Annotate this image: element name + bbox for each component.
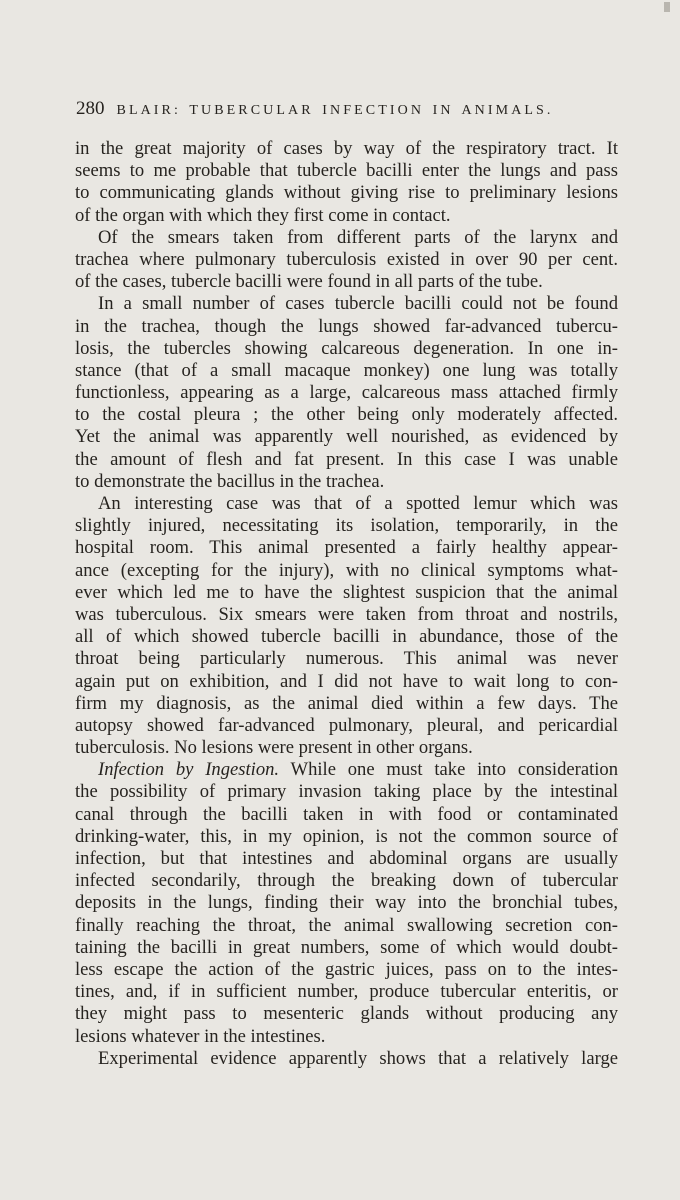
- text-line: the possibility of primary invasion taking place by the intestinal: [75, 781, 618, 803]
- text-line: finally reaching the throat, the animal swallowing secretion con-: [75, 914, 618, 936]
- text-line: tines, and, if in sufficient number, produce tubercular enteritis, or: [75, 981, 618, 1003]
- text-line: of the cases, tubercle bacilli were found in all parts of the tube.: [75, 271, 543, 293]
- text-line: seems to me probable that tubercle bacilli enter the lungs and pass: [75, 160, 618, 182]
- text-line: infection, but that intestines and abdominal organs are usually: [75, 848, 618, 869]
- text-line: ance (excepting for the injury), with no clinical symptoms what-: [75, 559, 618, 581]
- text-line: was tuberculous. Six smears were taken from throat and nostrils,: [75, 603, 618, 625]
- text-line: firm my diagnosis, as the animal died within a few days. The: [75, 692, 618, 714]
- text-line: all of which showed tubercle bacilli in abundance, those of the: [75, 626, 618, 648]
- text-line: Of the smears taken from different parts of the larynx and: [98, 226, 618, 248]
- text-line: Yet the animal was apparently well nourished, as evidenced by: [75, 426, 618, 448]
- running-head: [76, 98, 606, 124]
- text-line: to communicating glands without giving rise to preliminary lesions: [75, 182, 618, 204]
- text-line: the amount of flesh and fat present. In this case I was unable: [75, 448, 618, 470]
- text-line: canal through the bacilli taken in with food or contaminated: [75, 803, 618, 825]
- text-line: losis, the tubercles showing calcareous degeneration. In one in-: [75, 337, 618, 359]
- text-line: functionless, appearing as a large, calcareous mass attached firmly: [75, 382, 618, 404]
- text-line: they might pass to mesenteric glands without producing any: [75, 1003, 618, 1025]
- page-number: 280: [76, 98, 105, 119]
- text-line: of the organ with which they first come in contact.: [75, 204, 451, 226]
- text-line: in the great majority of cases by way of the respiratory tract. It: [75, 138, 618, 159]
- body-text: [75, 138, 618, 1070]
- text-line: taining the bacilli in great numbers, some of which would doubt-: [75, 936, 618, 958]
- section-heading-italic: Infection by Ingestion.: [98, 759, 280, 781]
- text-line: tuberculosis. No lesions were present in other organs.: [75, 737, 473, 759]
- text-line: infected secondarily, through the breaking down of tubercular: [75, 870, 618, 892]
- text-line: lesions whatever in the intestines.: [75, 1025, 326, 1047]
- text-line: An interesting case was that of a spotted lemur which was: [98, 493, 618, 514]
- text-line: hospital room. This animal presented a fairly healthy appear-: [75, 537, 618, 559]
- text-line-with-section-heading: [75, 759, 618, 781]
- text-line: less escape the action of the gastric juices, pass on to the intes-: [75, 958, 618, 980]
- text-line: deposits in the lungs, finding their way into the bronchial tubes,: [75, 892, 618, 914]
- text-line: stance (that of a small macaque monkey) one lung was totally: [75, 359, 618, 381]
- text-line: in the trachea, though the lungs showed far-advanced tubercu-: [75, 315, 618, 337]
- text-line: slightly injured, necessitating its isolation, temporarily, in the: [75, 515, 618, 537]
- text-line: Experimental evidence apparently shows that a relatively large: [98, 1047, 618, 1069]
- text-line: to the costal pleura ; the other being only moderately affected.: [75, 404, 618, 426]
- text-line: throat being particularly numerous. This animal was never: [75, 648, 618, 670]
- section-heading-continuation: While one must take into consideration: [279, 759, 619, 781]
- text-line: autopsy showed far-advanced pulmonary, pleural, and pericardial: [75, 714, 618, 736]
- text-line: drinking-water, this, in my opinion, is not the common source of: [75, 825, 618, 847]
- text-line: trachea where pulmonary tuberculosis existed in over 90 per cent.: [75, 248, 618, 270]
- text-line: to demonstrate the bacillus in the trachea.: [75, 470, 385, 492]
- text-line: again put on exhibition, and I did not have to wait long to con-: [75, 670, 618, 692]
- text-line: ever which led me to have the slightest suspicion that the animal: [75, 581, 618, 603]
- corner-mark: [664, 2, 670, 12]
- text-line: In a small number of cases tubercle bacilli could not be found: [98, 293, 618, 315]
- running-title: BLAIR: TUBERCULAR INFECTION IN ANIMALS.: [116, 103, 554, 118]
